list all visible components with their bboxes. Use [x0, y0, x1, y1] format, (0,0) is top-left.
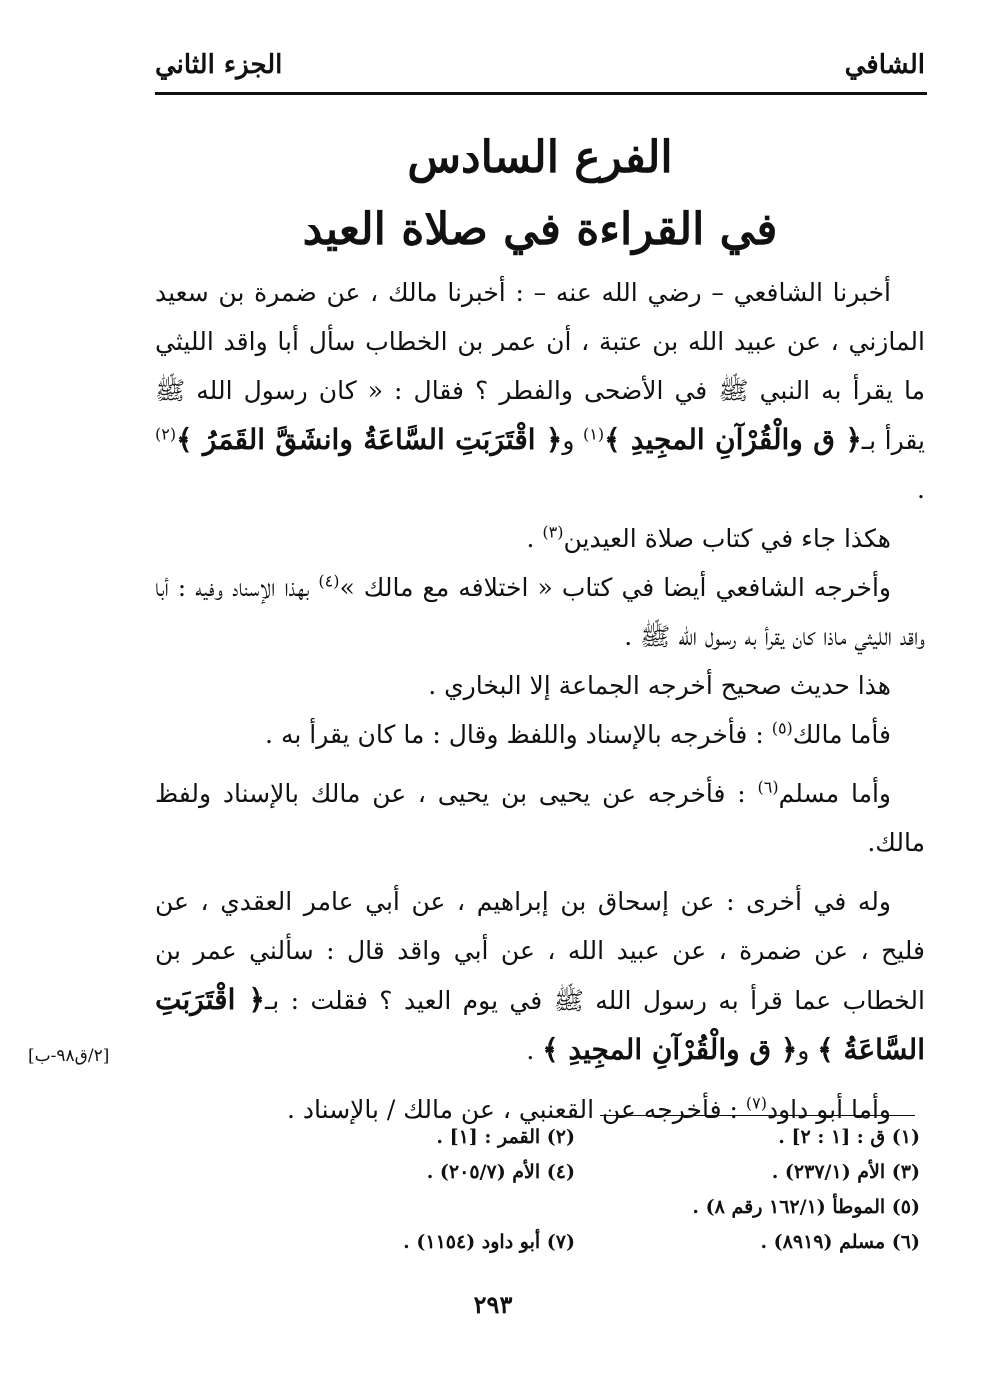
footnote-2: (٢) القمر : [١] .	[436, 1126, 575, 1148]
p1-text: أخبرنا الشافعي – رضي الله عنه – : أخبرنا مالك ، عن ضمرة بن سعيد المازني ، عن عبيد الله بن عتبة ، أن عمر بن الخطاب سأل أبا واقد الليثي ما يقرأ به النبي ﷺ في الأضحى والفطر ؟ فقال : « كان رسول الله ﷺ يقرأ بـ	[155, 278, 925, 455]
p5-text: فأما مالك	[792, 720, 891, 749]
p2-text: هكذا جاء في كتاب صلاة العيدين	[563, 524, 891, 553]
quran-quote-qamar: ﴿ اقْتَرَبَتِ السَّاعَةُ وانشَقَّ القَمَرُ ﴾	[176, 423, 563, 456]
header-book-title: الشافي	[844, 50, 925, 80]
manuscript-folio-marker: [٢/ق٩٨-ب]	[28, 1046, 110, 1066]
p7-conjunction: و	[797, 1036, 818, 1065]
quran-quote-qaf-2: ﴿ ق والْقُرْآنِ المجِيدِ ﴾	[542, 1033, 798, 1066]
page-number: ٢٩٣	[473, 1290, 513, 1319]
footnote-7: (٧) أبو داود (١١٥٤) .	[403, 1231, 575, 1253]
p1-end: .	[917, 475, 925, 504]
paragraph-2	[155, 514, 925, 563]
p6-end: : فأخرجه عن يحيى بن يحيى ، عن مالك بالإسناد ولفظ مالك.	[155, 779, 925, 857]
footnote-ref-1: (١)	[583, 424, 605, 444]
quran-quote-qaf: ﴿ ق والْقُرْآنِ المجِيدِ ﴾	[604, 423, 862, 456]
footnote-row	[230, 1231, 920, 1266]
title-line-1: الفرع السادس	[407, 132, 673, 183]
paragraph-3	[155, 563, 925, 661]
paragraph-7	[155, 877, 925, 1075]
footnotes	[230, 1126, 920, 1266]
title-line-2: في القراءة في صلاة العيد	[302, 204, 778, 255]
p7-text: وله في أخرى : عن إسحاق بن إبراهيم ، عن أبي عامر العقدي ، عن فليح ، عن ضمرة ، عن عبيد الله ، عن أبي واقد قال : سألني عمر بن الخطاب عما قرأ به رسول الله ﷺ في يوم العيد ؟ فقلت : بـ	[155, 887, 925, 1015]
footnote-4: (٤) الأم (٢٠٥/٧) .	[426, 1161, 575, 1183]
footnote-6: (٦) مسلم (٨٩١٩) .	[760, 1231, 920, 1253]
p5-end: : فأخرجه بالإسناد واللفظ وقال : ما كان يقرأ به .	[265, 720, 772, 749]
footnote-separator	[600, 1115, 915, 1116]
footnote-ref-5: (٥)	[771, 718, 793, 738]
section-title	[155, 122, 925, 266]
header-rule	[155, 92, 927, 95]
paragraph-5	[155, 710, 925, 759]
p7-end: .	[526, 1036, 543, 1065]
p8-end: : فأخرجه عن القعنبي ، عن مالك / بالإسناد .	[287, 1095, 746, 1124]
p3-text: وأخرجه الشافعي أيضا في كتاب « اختلافه مع مالك »	[339, 573, 891, 602]
paragraph-1	[155, 268, 925, 514]
footnote-ref-4: (٤)	[318, 571, 340, 591]
p6-text: وأما مسلم	[778, 779, 891, 808]
footnote-ref-7: (٧)	[745, 1093, 767, 1113]
p2-end: .	[526, 524, 543, 553]
header-volume: الجزء الثاني	[155, 50, 283, 80]
main-text	[155, 268, 925, 1134]
footnote-row	[230, 1196, 920, 1231]
paragraph-6	[155, 769, 925, 867]
quran-quote-iqtarabat: ﴿ اقْتَرَبَتِ السَّاعَةُ ﴾	[155, 983, 925, 1066]
p1-conjunction: و	[562, 426, 584, 455]
footnote-5: (٥) الموطأ (١٦٢/١ رقم ٨) .	[692, 1196, 920, 1218]
footnote-3: (٣) الأم (٢٣٧/١) .	[771, 1161, 920, 1183]
running-header	[155, 44, 925, 94]
paragraph-4: هذا حديث صحيح أخرجه الجماعة إلا البخاري .	[428, 671, 891, 700]
footnote-ref-6: (٦)	[757, 777, 779, 797]
footnote-ref-3: (٣)	[542, 522, 564, 542]
footnote-row	[230, 1126, 920, 1161]
footnote-row	[230, 1161, 920, 1196]
footnote-ref-2: (٢)	[155, 424, 177, 444]
footnote-1: (١) ق : [١ : ٢] .	[778, 1126, 920, 1148]
p8-text: وأما أبو داود	[766, 1095, 891, 1124]
p3-end: بهذا الإسناد وفيه : أبا واقد الليثي ماذا كان يقرأ به رسول الله ﷺ .	[155, 573, 925, 651]
